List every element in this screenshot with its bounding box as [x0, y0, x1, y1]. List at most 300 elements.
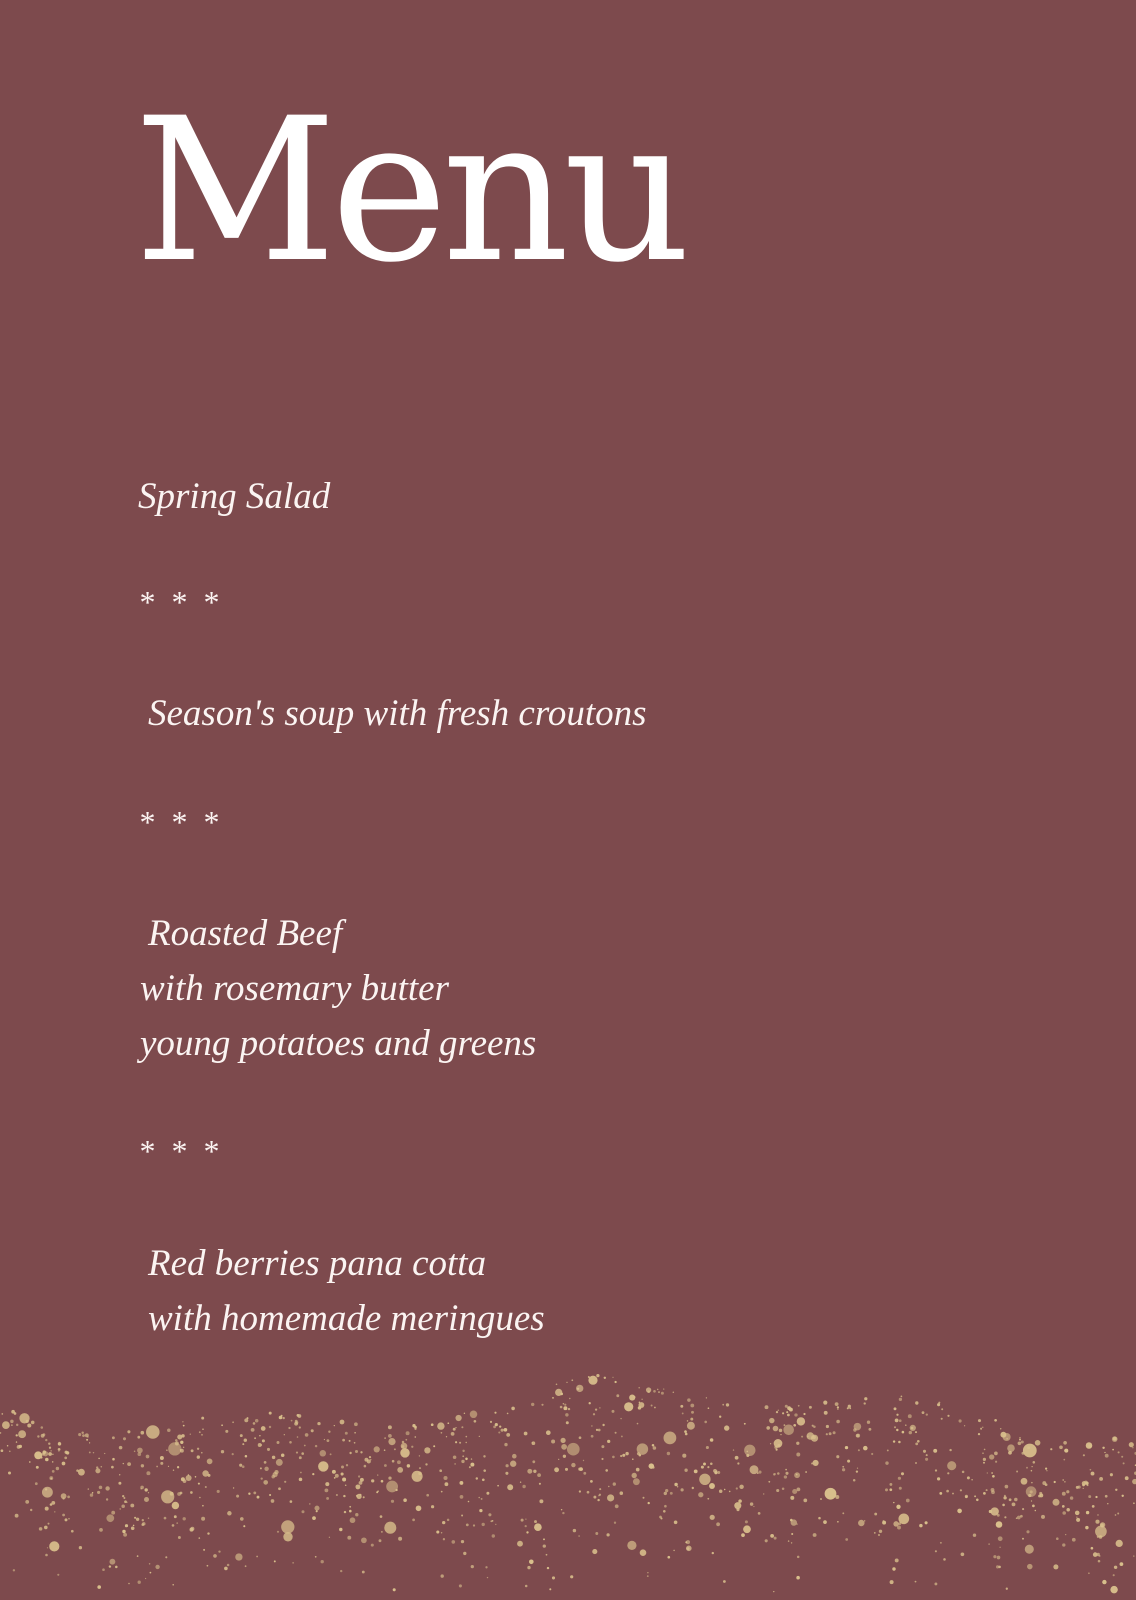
glitter-dot: [692, 1487, 694, 1489]
glitter-dot: [894, 1426, 896, 1428]
glitter-dot: [706, 1446, 709, 1449]
glitter-dot: [445, 1482, 449, 1486]
glitter-dot: [441, 1574, 444, 1577]
glitter-dot: [173, 1469, 174, 1470]
glitter-dot: [612, 1410, 615, 1413]
glitter-dot: [1078, 1486, 1081, 1489]
glitter-dot: [48, 1523, 50, 1525]
glitter-dot: [97, 1491, 100, 1494]
glitter-dot: [464, 1413, 465, 1414]
glitter-dot: [64, 1457, 67, 1460]
glitter-dot: [745, 1520, 748, 1523]
glitter-dot: [978, 1419, 981, 1422]
glitter-dot: [991, 1488, 995, 1492]
glitter-dot: [11, 1424, 13, 1426]
glitter-dot: [848, 1405, 851, 1408]
glitter-dot: [917, 1440, 920, 1443]
glitter-dot: [620, 1418, 621, 1419]
glitter-dot: [374, 1446, 380, 1452]
glitter-dot: [1104, 1452, 1105, 1453]
glitter-dot: [991, 1472, 993, 1474]
glitter-dot: [658, 1391, 660, 1393]
glitter-dot: [168, 1466, 169, 1467]
glitter-dot: [398, 1537, 402, 1541]
glitter-dot: [1110, 1473, 1113, 1476]
glitter-dot: [578, 1467, 581, 1470]
glitter-dot: [276, 1459, 283, 1466]
glitter-dot: [1085, 1482, 1088, 1485]
glitter-dot: [278, 1487, 281, 1490]
glitter-dot: [355, 1484, 360, 1489]
glitter-dot: [898, 1522, 901, 1525]
glitter-dot: [1023, 1444, 1037, 1458]
glitter-dot: [283, 1417, 285, 1419]
glitter-dot: [1, 1413, 3, 1415]
glitter-dot: [81, 1432, 83, 1434]
glitter-dot: [637, 1423, 639, 1425]
glitter-dot: [140, 1488, 142, 1490]
glitter-dot: [388, 1425, 392, 1429]
glitter-dot: [554, 1467, 559, 1472]
glitter-dot: [172, 1584, 174, 1586]
glitter-dot: [1006, 1588, 1008, 1590]
glitter-dot: [925, 1521, 928, 1524]
glitter-dot: [659, 1516, 662, 1519]
glitter-dot: [1107, 1503, 1108, 1504]
glitter-dot: [539, 1483, 541, 1485]
glitter-dot: [533, 1470, 536, 1473]
glitter-dot: [773, 1426, 779, 1432]
glitter-dot: [605, 1469, 608, 1472]
glitter-dot: [57, 1574, 59, 1576]
glitter-dot: [329, 1537, 330, 1538]
glitter-dot: [583, 1472, 586, 1475]
glitter-dot: [1129, 1442, 1134, 1447]
glitter-dot: [710, 1515, 715, 1520]
glitter-dot: [233, 1487, 234, 1488]
glitter-dot: [803, 1499, 807, 1503]
glitter-dot: [686, 1540, 690, 1544]
glitter-dot: [984, 1449, 986, 1451]
glitter-dot: [88, 1488, 89, 1489]
glitter-dot: [217, 1490, 220, 1493]
glitter-dot: [165, 1556, 167, 1558]
glitter-dot: [178, 1536, 181, 1539]
glitter-dot: [261, 1477, 263, 1479]
glitter-dot: [744, 1445, 755, 1456]
glitter-dot: [606, 1533, 609, 1536]
glitter-dot: [289, 1441, 292, 1444]
glitter-dot: [902, 1431, 905, 1434]
glitter-dot: [483, 1469, 486, 1472]
glitter-dot: [546, 1554, 548, 1556]
glitter-dot: [835, 1402, 839, 1406]
glitter-dot: [101, 1466, 103, 1468]
glitter-dot: [511, 1407, 515, 1411]
glitter-dot: [863, 1446, 868, 1451]
glitter-dot: [526, 1531, 528, 1533]
glitter-dot: [99, 1528, 103, 1532]
glitter-dot: [591, 1435, 594, 1438]
glitter-dot: [716, 1522, 720, 1526]
glitter-dot: [1099, 1477, 1103, 1481]
glitter-dot: [983, 1462, 985, 1464]
glitter-dot: [109, 1559, 115, 1565]
glitter-dot: [694, 1470, 698, 1474]
glitter-dot: [599, 1488, 601, 1490]
glitter-dot: [547, 1567, 549, 1569]
glitter-dot: [497, 1485, 499, 1487]
glitter-dot: [392, 1460, 395, 1463]
glitter-dot: [1022, 1452, 1025, 1455]
glitter-dot: [304, 1445, 306, 1447]
glitter-dot: [597, 1499, 599, 1501]
glitter-dot: [524, 1432, 528, 1436]
glitter-dot: [996, 1521, 1003, 1528]
glitter-dot: [853, 1479, 856, 1482]
glitter-dot: [797, 1417, 805, 1425]
glitter-dot: [239, 1464, 242, 1467]
glitter-dot: [182, 1421, 183, 1422]
glitter-dot: [835, 1495, 839, 1499]
glitter-dot: [714, 1471, 717, 1474]
glitter-dot: [1075, 1511, 1080, 1516]
glitter-dot: [476, 1477, 478, 1479]
glitter-dot: [996, 1512, 997, 1513]
glitter-dot: [898, 1477, 901, 1480]
glitter-dot: [406, 1431, 410, 1435]
glitter-dot: [183, 1447, 184, 1448]
glitter-dot: [201, 1434, 203, 1436]
glitter-dot: [78, 1469, 85, 1476]
glitter-dot: [1005, 1485, 1009, 1489]
glitter-dot: [909, 1431, 912, 1434]
glitter-dot: [145, 1488, 148, 1491]
glitter-dot: [495, 1423, 498, 1426]
glitter-dot: [961, 1552, 965, 1556]
glitter-dot: [1000, 1428, 1001, 1429]
glitter-dot: [431, 1423, 434, 1426]
glitter-dot: [1025, 1545, 1034, 1554]
glitter-dot: [358, 1475, 360, 1477]
glitter-dot: [661, 1392, 664, 1395]
glitter-dot: [774, 1537, 777, 1540]
glitter-dot: [687, 1422, 695, 1430]
glitter-dot: [1019, 1439, 1021, 1441]
glitter-dot: [89, 1451, 91, 1453]
glitter-dot: [355, 1450, 358, 1453]
glitter-dot: [1064, 1449, 1066, 1451]
glitter-dot: [25, 1500, 29, 1504]
glitter-dot: [894, 1407, 897, 1410]
course-4-line-2: with homemade meringues: [148, 1298, 545, 1339]
glitter-dot: [982, 1427, 983, 1428]
glitter-dot: [361, 1537, 367, 1543]
glitter-dot: [976, 1499, 979, 1502]
glitter-dot: [947, 1461, 956, 1470]
glitter-dot: [2, 1421, 10, 1429]
glitter-dot: [794, 1413, 797, 1416]
glitter-dot: [119, 1474, 120, 1475]
glitter-dot: [314, 1506, 319, 1511]
glitter-dot: [1035, 1440, 1041, 1446]
glitter-dot: [959, 1419, 962, 1422]
glitter-dot: [845, 1446, 848, 1449]
glitter-dot: [1115, 1489, 1117, 1491]
glitter-dot: [598, 1495, 599, 1496]
glitter-dot: [836, 1420, 840, 1424]
glitter-dot: [719, 1416, 721, 1418]
glitter-dot: [479, 1509, 482, 1512]
glitter-dot: [915, 1462, 917, 1464]
glitter-dot: [1045, 1468, 1047, 1470]
glitter-dot: [521, 1519, 524, 1522]
glitter-dot: [156, 1466, 158, 1468]
glitter-dot: [224, 1567, 228, 1571]
glitter-dot: [452, 1540, 456, 1544]
glitter-dot: [466, 1436, 468, 1438]
glitter-dot: [1076, 1517, 1077, 1518]
glitter-dot: [709, 1483, 715, 1489]
glitter-dot: [595, 1532, 598, 1535]
glitter-dot: [1091, 1547, 1094, 1550]
glitter-dot: [664, 1505, 667, 1508]
glitter-dot: [906, 1499, 910, 1503]
glitter-dot: [274, 1560, 276, 1562]
glitter-dot: [733, 1449, 734, 1450]
glitter-dot: [681, 1488, 684, 1491]
glitter-dot: [997, 1556, 1001, 1560]
glitter-dot: [1012, 1503, 1016, 1507]
glitter-dot: [16, 1434, 18, 1436]
glitter-dot: [343, 1495, 345, 1497]
glitter-dot: [483, 1455, 485, 1457]
glitter-dot: [1088, 1495, 1091, 1498]
glitter-dot: [899, 1398, 902, 1401]
glitter-dot: [1054, 1481, 1056, 1483]
glitter-dot: [949, 1449, 951, 1451]
glitter-dot: [330, 1453, 332, 1455]
glitter-dot: [199, 1431, 201, 1433]
glitter-dot: [549, 1588, 551, 1590]
glitter-dot: [49, 1541, 59, 1551]
glitter-dot: [486, 1492, 489, 1495]
glitter-dot: [983, 1458, 986, 1461]
glitter-dot: [701, 1466, 704, 1469]
glitter-dot: [466, 1524, 469, 1527]
glitter-dot: [50, 1477, 52, 1479]
glitter-dot: [453, 1455, 457, 1459]
glitter-dot: [19, 1445, 22, 1448]
glitter-dot: [324, 1439, 325, 1440]
glitter-dot: [607, 1494, 614, 1501]
glitter-dot: [517, 1541, 523, 1547]
glitter-dot: [719, 1489, 723, 1493]
glitter-dot: [269, 1494, 271, 1496]
glitter-dot: [686, 1545, 692, 1551]
glitter-dot: [893, 1440, 895, 1442]
glitter-dot: [915, 1581, 917, 1583]
glitter-dot: [941, 1418, 943, 1420]
glitter-dot: [394, 1448, 396, 1450]
glitter-dot: [199, 1497, 201, 1499]
glitter-dot: [127, 1462, 131, 1466]
glitter-dot: [260, 1467, 262, 1469]
glitter-dot: [796, 1523, 797, 1524]
glitter-dot: [563, 1406, 567, 1410]
glitter-dot: [251, 1428, 255, 1432]
glitter-dot: [31, 1421, 35, 1425]
glitter-dot: [537, 1473, 541, 1477]
glitter-dot: [898, 1441, 901, 1444]
glitter-dot: [183, 1425, 185, 1427]
glitter-dot: [791, 1542, 792, 1543]
glitter-dot: [726, 1403, 729, 1406]
glitter-dot: [388, 1434, 392, 1438]
glitter-dot: [18, 1430, 26, 1438]
glitter-dot: [465, 1458, 468, 1461]
glitter-dot: [847, 1460, 850, 1463]
glitter-dot: [128, 1583, 130, 1585]
glitter-dot: [664, 1492, 667, 1495]
glitter-dot: [371, 1544, 374, 1547]
glitter-dot: [895, 1558, 899, 1562]
glitter-dot: [122, 1495, 124, 1497]
glitter-dot: [744, 1423, 746, 1425]
glitter-dot: [299, 1456, 302, 1459]
glitter-dot: [1092, 1505, 1095, 1508]
glitter-dot: [488, 1513, 491, 1516]
glitter-dot: [48, 1452, 52, 1456]
glitter-dot: [141, 1431, 145, 1435]
glitter-dot: [284, 1434, 285, 1435]
glitter-dot: [1112, 1449, 1114, 1451]
glitter-dot: [292, 1562, 293, 1563]
glitter-dot: [791, 1533, 793, 1535]
glitter-dot: [341, 1466, 344, 1469]
glitter-dot: [281, 1453, 285, 1457]
glitter-dot: [998, 1566, 1001, 1569]
glitter-dot: [707, 1466, 709, 1468]
glitter-dot: [842, 1512, 844, 1514]
glitter-dot: [1, 1449, 4, 1452]
glitter-dot: [773, 1473, 775, 1475]
glitter-dot: [298, 1414, 302, 1418]
glitter-dot: [978, 1433, 980, 1435]
glitter-dot: [180, 1441, 183, 1444]
glitter-dot: [479, 1436, 480, 1437]
glitter-dot: [320, 1450, 327, 1457]
glitter-dot: [1062, 1511, 1066, 1515]
glitter-dot: [247, 1417, 249, 1419]
glitter-dot: [512, 1454, 517, 1459]
glitter-dot: [964, 1425, 965, 1426]
glitter-dot: [525, 1518, 526, 1519]
glitter-dot: [301, 1452, 304, 1455]
glitter-dot: [58, 1450, 59, 1451]
glitter-dot: [344, 1511, 346, 1513]
glitter-dot: [573, 1529, 576, 1532]
glitter-dot: [436, 1530, 439, 1533]
glitter-dot: [853, 1428, 856, 1431]
glitter-dot: [10, 1420, 13, 1423]
glitter-dot: [595, 1408, 597, 1410]
glitter-dot: [820, 1498, 822, 1500]
glitter-dot: [1026, 1467, 1028, 1469]
glitter-dot: [67, 1496, 70, 1499]
glitter-dot: [1059, 1445, 1063, 1449]
glitter-dot: [825, 1488, 837, 1500]
glitter-dot: [649, 1463, 655, 1469]
glitter-dot: [864, 1397, 867, 1400]
glitter-dot: [363, 1496, 365, 1498]
glitter-dot: [104, 1453, 105, 1454]
glitter-dot: [1083, 1454, 1085, 1456]
glitter-dot: [191, 1449, 194, 1452]
glitter-dot: [856, 1434, 860, 1438]
glitter-dot: [205, 1486, 207, 1488]
glitter-dot: [50, 1450, 51, 1451]
glitter-dot: [763, 1493, 764, 1494]
glitter-dot: [753, 1506, 754, 1507]
glitter-dot: [567, 1443, 580, 1456]
glitter-dot: [305, 1433, 309, 1437]
glitter-dot: [1113, 1574, 1115, 1576]
glitter-dot: [386, 1481, 398, 1493]
glitter-dot: [588, 1376, 597, 1385]
glitter-dot: [336, 1494, 338, 1496]
glitter-dot: [416, 1505, 422, 1511]
glitter-dot: [146, 1471, 150, 1475]
glitter-dot: [190, 1434, 191, 1435]
glitter-dot: [492, 1534, 495, 1537]
glitter-dot: [836, 1455, 839, 1458]
glitter-dot: [490, 1421, 492, 1423]
glitter-dot: [244, 1439, 247, 1442]
glitter-dot: [690, 1418, 693, 1421]
glitter-dot: [245, 1565, 247, 1567]
glitter-dot: [532, 1460, 535, 1463]
glitter-dot: [227, 1564, 230, 1567]
glitter-dot: [632, 1473, 637, 1478]
glitter-dot: [633, 1478, 640, 1485]
glitter-dot: [796, 1453, 800, 1457]
glitter-dot: [561, 1444, 567, 1450]
glitter-dot: [271, 1499, 275, 1503]
glitter-dot: [360, 1451, 362, 1453]
glitter-dot: [845, 1538, 848, 1541]
glitter-dot: [796, 1474, 798, 1476]
glitter-dot: [403, 1498, 407, 1502]
glitter-dot: [598, 1429, 601, 1432]
glitter-dot: [468, 1501, 470, 1503]
glitter-dot: [362, 1571, 365, 1574]
glitter-dot: [520, 1481, 521, 1482]
glitter-dot: [926, 1413, 928, 1415]
glitter-dot: [599, 1407, 600, 1408]
glitter-dot: [123, 1437, 126, 1440]
glitter-dot: [318, 1461, 328, 1471]
glitter-dot: [543, 1538, 545, 1540]
glitter-dot: [42, 1487, 53, 1498]
glitter-dot: [507, 1413, 509, 1415]
glitter-dot: [461, 1426, 463, 1428]
glitter-dot: [1091, 1472, 1095, 1476]
glitter-dot: [190, 1491, 193, 1494]
glitter-dot: [414, 1436, 416, 1438]
glitter-dot: [134, 1517, 136, 1519]
glitter-dot: [784, 1475, 787, 1478]
